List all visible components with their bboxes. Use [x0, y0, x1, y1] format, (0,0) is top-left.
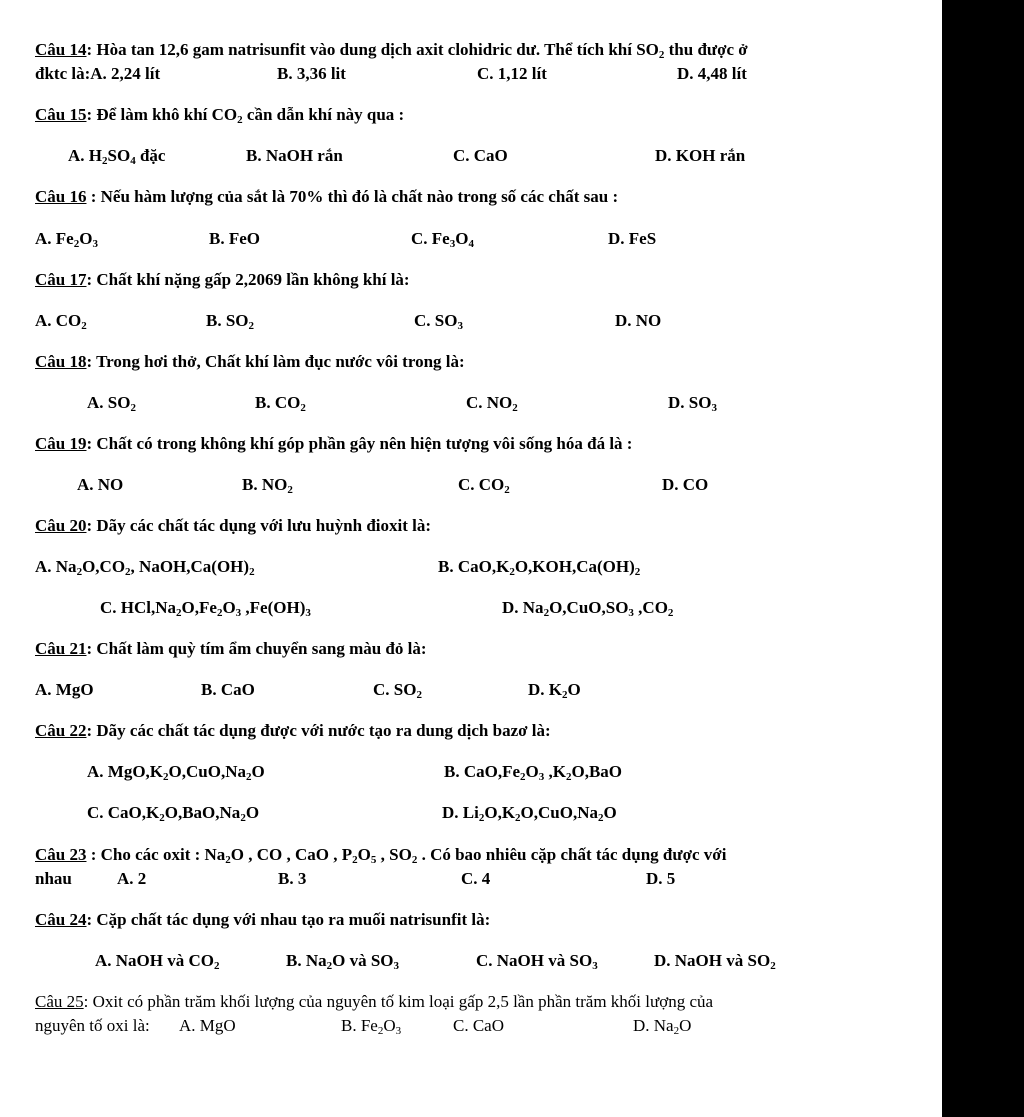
options-row	[0, 596, 942, 620]
answer-option	[242, 473, 293, 497]
question-line	[0, 432, 942, 456]
option-text: O	[251, 762, 265, 781]
options-row	[0, 309, 942, 333]
question-line-2	[0, 62, 942, 86]
question-prompt	[35, 990, 713, 1014]
answer-option	[35, 678, 94, 702]
subscript: 2	[416, 689, 422, 701]
answer-option	[411, 227, 474, 251]
subscript: 2	[163, 771, 169, 783]
question-prompt	[35, 268, 410, 292]
subscript: 2	[176, 607, 182, 619]
option-text: C. SO	[414, 311, 458, 330]
option-text: C. SO	[373, 680, 417, 699]
answer-option	[201, 678, 255, 702]
question-label: Câu 22	[35, 721, 87, 740]
subscript: 2	[216, 607, 223, 619]
subscript: 2	[504, 484, 510, 496]
answer-option	[100, 596, 311, 620]
subscript: 2	[515, 812, 521, 824]
subscript: 2	[248, 320, 255, 332]
options-row	[0, 144, 942, 168]
subscript: 2	[130, 402, 136, 414]
option-text: D. FeS	[608, 229, 657, 248]
option-text: B. SO	[206, 311, 249, 330]
answer-option	[341, 1014, 401, 1038]
subscript: 3	[235, 607, 242, 619]
answer-option	[502, 596, 673, 620]
answer-option	[466, 391, 518, 415]
answer-option	[414, 309, 463, 333]
question-text: : Chất làm quỳ tím ẩm chuyển sang màu đỏ là:	[86, 639, 427, 658]
subscript: 5	[370, 854, 377, 866]
answer-option	[373, 678, 422, 702]
question-label: Câu 17	[35, 270, 87, 289]
question-text: O , CO , CaO , P	[230, 845, 353, 864]
question-line	[0, 514, 942, 538]
answer-option	[90, 62, 160, 86]
subscript: 3	[92, 238, 98, 250]
subscript: 2	[478, 812, 485, 824]
option-text: D. NO	[615, 311, 662, 330]
question-prompt	[35, 514, 431, 538]
subscript: 3	[538, 771, 545, 783]
answer-option	[476, 949, 598, 973]
subscript: 4	[130, 155, 136, 167]
question-text: : Nếu hàm lượng của sắt là 70% thì đó là chất nào trong số các chất sau :	[86, 187, 619, 206]
question-text: O	[357, 845, 371, 864]
question-text-continued: đktc là:	[35, 64, 91, 83]
question-prompt	[35, 637, 427, 661]
question-line	[0, 719, 942, 743]
question-label: Câu 16	[35, 187, 87, 206]
subscript: 2	[125, 566, 131, 578]
answer-option	[453, 144, 508, 168]
subscript: 4	[468, 238, 474, 250]
answer-option	[95, 949, 220, 973]
subscript: 2	[634, 566, 641, 578]
answer-option	[87, 391, 136, 415]
answer-option	[209, 227, 260, 251]
answer-option	[461, 867, 490, 891]
subscript: 2	[509, 566, 515, 578]
question-text: : Cho các oxit : Na	[86, 845, 226, 864]
option-text: O	[567, 680, 581, 699]
option-text: A. H	[68, 146, 102, 165]
option-text: A. CO	[35, 311, 82, 330]
answer-option	[278, 867, 306, 891]
option-text: A. MgO,K	[87, 762, 164, 781]
options-row	[0, 760, 942, 784]
question-text: : Dãy các chất tác dụng với lưu huỳnh đioxit là:	[86, 516, 432, 535]
option-text: C. CaO	[453, 146, 508, 165]
subscript: 3	[457, 320, 463, 332]
option-text: O,CO	[82, 557, 126, 576]
option-text: O,Fe	[181, 598, 217, 617]
answer-option	[458, 473, 510, 497]
subscript: 2	[326, 960, 333, 972]
question-line	[0, 843, 942, 867]
options-row	[0, 391, 942, 415]
option-text: O	[679, 1016, 692, 1035]
answer-option	[35, 227, 98, 251]
subscript: 2	[352, 854, 358, 866]
question-line	[0, 908, 942, 932]
option-text: O,CuO,Na	[168, 762, 246, 781]
option-text: B. 3	[278, 869, 307, 888]
answer-option	[444, 760, 622, 784]
option-text: O	[79, 229, 93, 248]
option-text: O,KOH,Ca(OH)	[514, 557, 635, 576]
question-text: : Để làm khô khí CO	[86, 105, 238, 124]
question-text: : Trong hơi thở, Chất khí làm đục nước vôi trong là:	[86, 352, 465, 371]
subscript: 2	[673, 1025, 680, 1037]
options-row	[0, 678, 942, 702]
answer-option	[668, 391, 717, 415]
subscript: 2	[300, 402, 306, 414]
answer-option	[87, 760, 265, 784]
question-prompt	[35, 185, 618, 209]
subscript: 2	[240, 812, 246, 824]
answer-option	[438, 555, 640, 579]
answer-option	[286, 949, 399, 973]
subscript: 2	[566, 771, 572, 783]
option-text: O và SO	[332, 951, 394, 970]
option-text: B. FeO	[209, 229, 260, 248]
option-text: O	[603, 803, 617, 822]
option-text: B. NaOH rắn	[246, 146, 343, 165]
subscript: 3	[393, 960, 400, 972]
option-text: C. CO	[458, 475, 505, 494]
answer-option	[615, 309, 661, 333]
subscript: 2	[73, 238, 80, 250]
subscript: 3	[628, 607, 634, 619]
subscript: 2	[543, 607, 550, 619]
option-text: O	[245, 803, 260, 822]
subscript: 2	[411, 854, 418, 866]
option-text: O,BaO,Na	[164, 803, 241, 822]
option-text: B. Fe	[341, 1016, 378, 1035]
option-text: B. CaO	[201, 680, 255, 699]
option-text: ,K	[544, 762, 566, 781]
answer-option	[117, 867, 146, 891]
option-text: C. 4	[461, 869, 491, 888]
question-label: Câu 14	[35, 40, 87, 59]
answer-option	[87, 801, 259, 825]
options-row	[0, 801, 942, 825]
question-line-2	[0, 1014, 942, 1038]
black-margin-bar	[942, 0, 1024, 1117]
option-text: D. 4,48 lít	[677, 64, 747, 83]
answer-option	[246, 144, 343, 168]
question-line	[0, 637, 942, 661]
question-line	[0, 38, 942, 62]
subscript: 2	[81, 320, 87, 332]
option-text: D. NaOH và SO	[654, 951, 771, 970]
subscript: 2	[520, 771, 526, 783]
subscript: 2	[225, 854, 231, 866]
option-text: C. 1,12 lít	[477, 64, 547, 83]
question-label: Câu 23	[35, 845, 87, 864]
option-text: O,CuO,Na	[520, 803, 599, 822]
subscript: 2	[667, 607, 674, 619]
answer-option	[654, 949, 776, 973]
question-text-continued: nguyên tố oxi là:	[35, 1016, 150, 1035]
answer-option	[442, 801, 617, 825]
question-text: : Dãy các chất tác dụng được với nước tạo ra dung dịch bazơ là:	[86, 721, 551, 740]
question-label: Câu 19	[35, 434, 87, 453]
option-text: O	[383, 1016, 396, 1035]
answer-option	[633, 1014, 691, 1038]
option-text: C. NO	[466, 393, 513, 412]
question-prompt	[35, 103, 404, 127]
question-text: : Hòa tan 12,6 gam natrisunfit vào dung dịch axit clohidric dư. Thể tích khí SO	[86, 40, 659, 59]
question-label: Câu 24	[35, 910, 87, 929]
option-text: A. MgO	[35, 680, 94, 699]
option-text: O	[222, 598, 236, 617]
subscript: 2	[214, 960, 220, 972]
question-text: . Có bao nhiêu cặp chất tác dụng được với	[417, 845, 727, 864]
question-text: , SO	[376, 845, 412, 864]
answer-option	[77, 473, 123, 497]
option-text: D. Na	[633, 1016, 674, 1035]
options-row	[0, 227, 942, 251]
question-line	[0, 185, 942, 209]
options-row	[0, 949, 942, 973]
option-text: O,K	[484, 803, 516, 822]
question-prompt	[35, 843, 726, 867]
option-text: A. 2	[117, 869, 147, 888]
option-text: C. CaO,K	[87, 803, 160, 822]
answer-option	[655, 144, 745, 168]
subscript: 2	[237, 114, 243, 126]
subscript: 2	[377, 1025, 384, 1037]
answer-option	[453, 1014, 504, 1038]
answer-option	[277, 62, 346, 86]
option-text: C. CaO	[453, 1016, 504, 1035]
question-prompt	[35, 908, 490, 932]
question-label: Câu 20	[35, 516, 87, 535]
subscript: 3	[711, 402, 717, 414]
answer-option	[35, 555, 255, 579]
question-line-2	[0, 867, 942, 891]
question-label: Câu 21	[35, 639, 87, 658]
question-text: : Cặp chất tác dụng với nhau tạo ra muối natrisunfit là:	[86, 910, 491, 929]
option-text: A. Na	[35, 557, 77, 576]
question-text: thu được ở	[664, 40, 748, 59]
answer-option	[662, 473, 708, 497]
option-text: O,BaO	[571, 762, 623, 781]
question-label: Câu 18	[35, 352, 87, 371]
option-text: B. CaO,Fe	[444, 762, 521, 781]
option-text: ,Fe(OH)	[241, 598, 306, 617]
subscript: 2	[287, 484, 293, 496]
subscript: 2	[658, 49, 665, 61]
option-text: D. SO	[668, 393, 712, 412]
option-text: O	[455, 229, 469, 248]
option-text: C. HCl,Na	[100, 598, 177, 617]
answer-option	[477, 62, 547, 86]
answer-option	[68, 144, 165, 168]
option-text: B. CaO,K	[438, 557, 510, 576]
subscript: 2	[246, 771, 252, 783]
subscript: 3	[592, 960, 598, 972]
option-text: SO	[107, 146, 131, 165]
option-text: D. CO	[662, 475, 709, 494]
question-text: : Chất có trong không khí góp phần gây nên hiện tượng vôi sống hóa đá là :	[86, 434, 633, 453]
option-text: D. 5	[646, 869, 676, 888]
question-line	[0, 103, 942, 127]
question-label: Câu 15	[35, 105, 87, 124]
question-label: Câu 25	[35, 992, 84, 1011]
question-text: cần dẫn khí này qua :	[242, 105, 405, 124]
option-text: A. 2,24 lít	[90, 64, 161, 83]
subscript: 2	[598, 812, 604, 824]
option-text: B. NO	[242, 475, 288, 494]
question-text: : Oxit có phần trăm khối lượng của nguyên tố kim loại gấp 2,5 lần phần trăm khối lượng của	[83, 992, 714, 1011]
option-text: đặc	[135, 146, 166, 165]
option-text: A. NO	[77, 475, 124, 494]
question-prompt	[35, 719, 551, 743]
option-text: D. KOH rắn	[655, 146, 746, 165]
subscript: 2	[102, 155, 108, 167]
question-text: : Chất khí nặng gấp 2,2069 lần không khí là:	[86, 270, 410, 289]
subscript: 3	[305, 607, 311, 619]
subscript: 2	[76, 566, 83, 578]
subscript: 2	[512, 402, 518, 414]
subscript: 2	[159, 812, 165, 824]
subscript: 3	[395, 1025, 402, 1037]
option-text: B. Na	[286, 951, 327, 970]
subscript: 3	[449, 238, 456, 250]
question-line	[0, 990, 942, 1014]
answer-option	[35, 309, 87, 333]
options-row	[0, 555, 942, 579]
subscript: 2	[249, 566, 255, 578]
options-row	[0, 473, 942, 497]
subscript: 2	[770, 960, 776, 972]
option-text: A. MgO	[179, 1016, 236, 1035]
answer-option	[179, 1014, 236, 1038]
answer-option	[528, 678, 581, 702]
option-text: B. 3,36 lit	[277, 64, 346, 83]
question-line	[0, 350, 942, 374]
question-prompt	[35, 432, 632, 456]
answer-option	[677, 62, 747, 86]
question-text-continued: nhau	[35, 869, 72, 888]
option-text: , NaOH,Ca(OH)	[130, 557, 250, 576]
question-prompt	[35, 38, 748, 62]
option-text: A. NaOH và CO	[95, 951, 214, 970]
option-text: B. CO	[255, 393, 301, 412]
option-text: O	[525, 762, 539, 781]
option-text: O,CuO,SO	[549, 598, 629, 617]
answer-option	[206, 309, 254, 333]
option-text: D. K	[528, 680, 562, 699]
option-text: D. Na	[502, 598, 544, 617]
answer-option	[646, 867, 675, 891]
question-prompt	[35, 350, 465, 374]
answer-option	[608, 227, 656, 251]
option-text: A. SO	[87, 393, 131, 412]
option-text: C. NaOH và SO	[476, 951, 593, 970]
question-line	[0, 268, 942, 292]
option-text: ,CO	[633, 598, 668, 617]
option-text: D. Li	[442, 803, 479, 822]
option-text: C. Fe	[411, 229, 450, 248]
option-text: A. Fe	[35, 229, 74, 248]
subscript: 2	[562, 689, 568, 701]
answer-option	[255, 391, 306, 415]
